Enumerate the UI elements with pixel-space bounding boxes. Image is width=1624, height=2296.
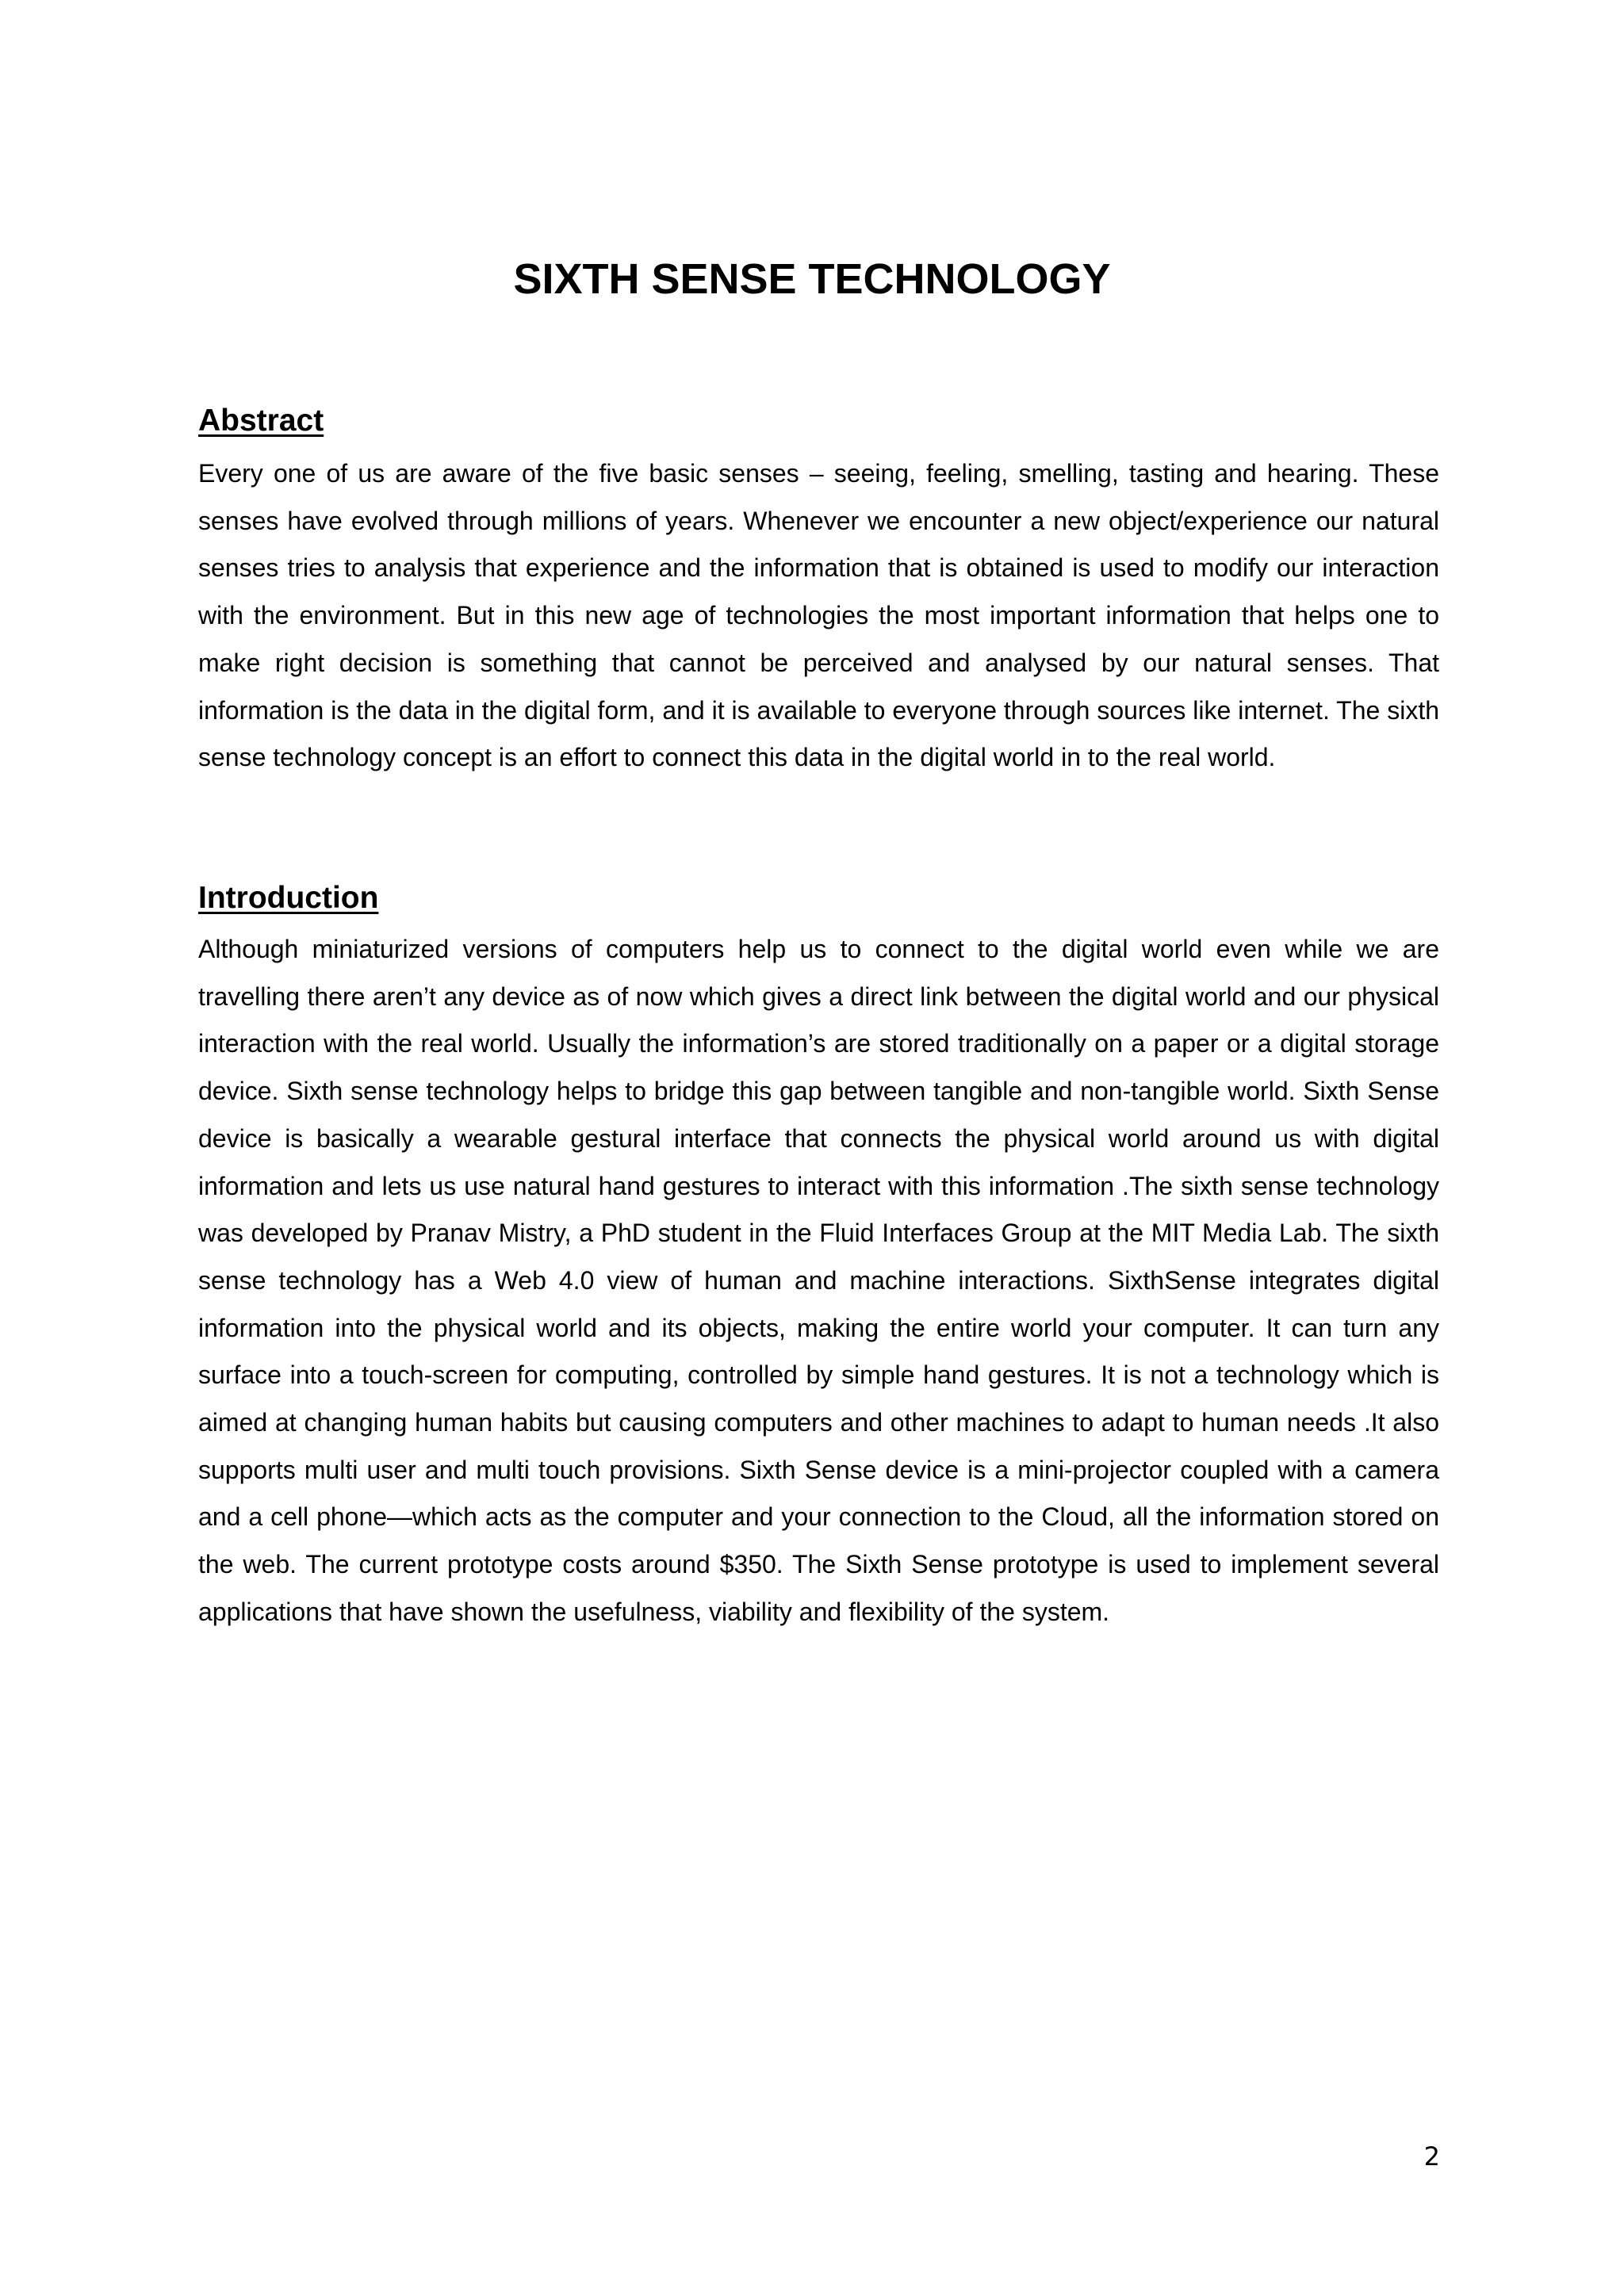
abstract-heading: Abstract [198, 404, 324, 438]
page-number: 2 [1423, 2141, 1440, 2172]
document-title: SIXTH SENSE TECHNOLOGY [513, 255, 1111, 303]
introduction-paragraph: Although miniaturized versions of computers help us to connect to the digital world even while we are travelling there aren’t any device as of now which gives a direct link between the digital world and our physical interaction with the real world. Usually the information’s are stored traditionally on a paper or a digital storage device. Sixth sense technology helps to bridge this gap between tangible and non-tangible world. Sixth Sense device is basically a wearable gestural interface that connects the physical world around us with digital information and lets us use natural hand gestures to interact with this information .The sixth sense technology was developed by Pranav Mistry, a PhD student in the Fluid Interfaces Group at the MIT Media Lab. The sixth sense technology has a Web 4.0 view of human and machine interactions. SixthSense integrates digital information into the physical world and its objects, making the entire world your computer. It can turn any surface into a touch-screen for computing, controlled by simple hand gestures. It is not a technology which is aimed at changing human habits but causing computers and other machines to adapt to human needs .It also supports multi user and multi touch provisions. Sixth Sense device is a mini-projector coupled with a camera and a cell phone—which acts as the computer and your connection to the Cloud, all the information stored on the web. The current prototype costs around $350. The Sixth Sense prototype is used to implement several applications that have shown the usefulness, viability and flexibility of the system. [198, 935, 1439, 1626]
introduction-heading: Introduction [198, 881, 379, 915]
abstract-paragraph: Every one of us are aware of the five basic senses – seeing, feeling, smelling, tasting and hearing. These senses have evolved through millions of years. Whenever we encounter a new object/experience our natural senses tries to analysis that experience and the information that is obtained is used to modify our interaction with the environment. But in this new age of technologies the most important information that helps one to make right decision is something that cannot be perceived and analysed by our natural senses. That information is the data in the digital form, and it is available to everyone through sources like internet. The sixth sense technology concept is an effort to connect this data in the digital world in to the real world. [198, 459, 1439, 772]
